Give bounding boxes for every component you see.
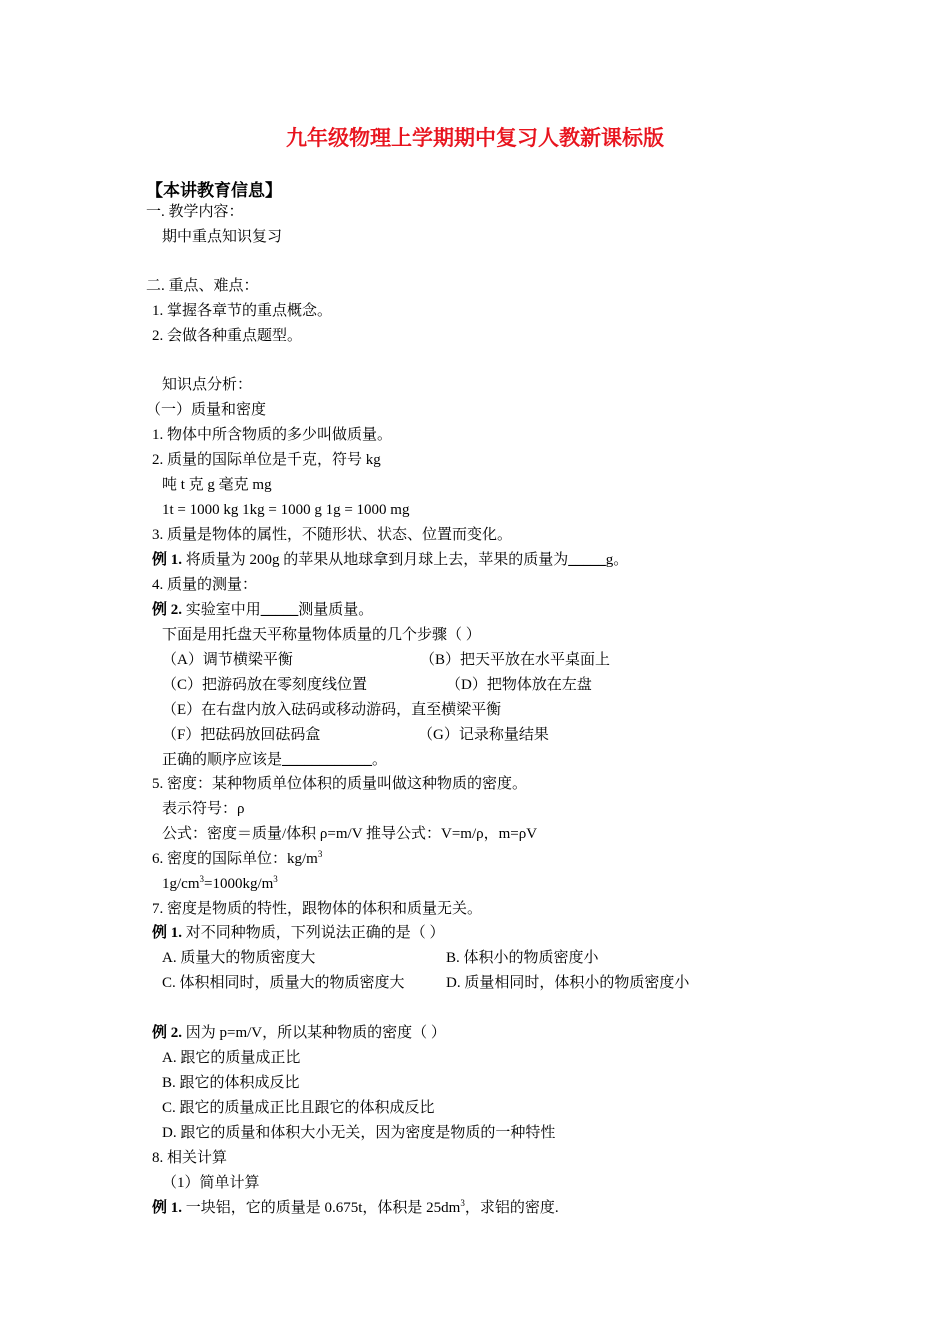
section-header: 【本讲教育信息】 xyxy=(146,181,282,200)
text-line: 2. 质量的国际单位是千克，符号 kg xyxy=(152,452,381,468)
text-line: 4. 质量的测量： xyxy=(152,577,258,593)
text-line: 5. 密度：某种物质单位体积的质量叫做这种物质的密度。 xyxy=(152,776,528,792)
step-option: （D）把物体放在左盘 xyxy=(446,677,592,693)
step-option: （E）在右盘内放入砝码或移动游码，直至横梁平衡 xyxy=(162,702,502,718)
text-line: 7. 密度是物质的特性，跟物体的体积和质量无关。 xyxy=(152,901,483,917)
text: 正确的顺序应该是 xyxy=(162,752,283,768)
example-label: 例 2. xyxy=(152,602,183,618)
choice-option: A. 跟它的质量成正比 xyxy=(162,1050,301,1066)
text-line xyxy=(162,874,278,894)
text-line: 1t = 1000 kg 1kg = 1000 g 1g = 1000 mg xyxy=(162,502,410,518)
example-label: 例 1. xyxy=(152,925,183,941)
text-line: 8. 相关计算 xyxy=(152,1150,228,1166)
example-line xyxy=(152,1023,446,1043)
example-line xyxy=(152,600,373,620)
choice-option: C. 跟它的质量成正比且跟它的体积成反比 xyxy=(162,1100,435,1116)
text-line: 1. 掌握各章节的重点概念。 xyxy=(152,303,333,319)
step-option: （G）记录称量结果 xyxy=(418,727,549,743)
step-option: （B）把天平放在水平桌面上 xyxy=(420,652,611,668)
choice-option: D. 跟它的质量和体积大小无关，因为密度是物质的一种特性 xyxy=(162,1125,556,1141)
example-line xyxy=(152,923,445,943)
example-text: 将质量为 200g 的苹果从地球拿到月球上去，苹果的质量为 xyxy=(182,552,569,568)
text-line: 表示符号：ρ xyxy=(162,801,245,817)
text-line xyxy=(162,750,387,770)
text-line: 2. 会做各种重点题型。 xyxy=(152,328,303,344)
page-title: 九年级物理上学期期中复习人教新课标版 xyxy=(286,126,664,150)
example-label: 例 2. xyxy=(152,1025,183,1041)
superscript: 3 xyxy=(317,849,323,859)
example-text: 一块铝，它的质量是 0.675t，体积是 25dm xyxy=(182,1200,461,1216)
answer-blank: _____ xyxy=(568,552,606,568)
example-text: 对不同种物质，下列说法正确的是（ ） xyxy=(182,925,445,941)
answer-blank: _____ xyxy=(260,602,299,618)
text-line xyxy=(152,849,322,869)
choice-option: D. 质量相同时，体积小的物质密度小 xyxy=(446,975,690,991)
step-option: （F）把砝码放回砝码盒 xyxy=(162,727,321,743)
text-line: 3. 质量是物体的属性，不随形状、状态、位置而变化。 xyxy=(152,527,513,543)
choice-option: C. 体积相同时，质量大的物质密度大 xyxy=(162,975,405,991)
example-label: 例 1. xyxy=(152,552,183,568)
text-line: 期中重点知识复习 xyxy=(162,229,283,245)
text: =1000kg/m xyxy=(204,876,274,892)
text-line: 知识点分析： xyxy=(162,377,253,393)
example-text: 实验室中用 xyxy=(182,602,261,618)
example-label: 例 1. xyxy=(152,1200,183,1216)
example-line xyxy=(152,550,628,570)
choice-option: B. 体积小的物质密度小 xyxy=(446,950,599,966)
example-text: 因为 p=m/V，所以某种物质的密度（ ） xyxy=(182,1025,446,1041)
text-line: 二. 重点、难点： xyxy=(146,278,259,294)
superscript: 3 xyxy=(199,874,204,884)
step-option: （C）把游码放在零刻度线位置 xyxy=(162,677,368,693)
superscript: 3 xyxy=(273,874,278,884)
example-line xyxy=(152,1198,559,1218)
text: 6. 密度的国际单位：kg/m xyxy=(152,851,318,867)
step-option: （A）调节横梁平衡 xyxy=(162,652,293,668)
text-line: 1. 物体中所含物质的多少叫做质量。 xyxy=(152,427,393,443)
text-line: 下面是用托盘天平称量物体质量的几个步骤（ ） xyxy=(162,627,481,643)
superscript: 3 xyxy=(460,1198,465,1208)
choice-option: B. 跟它的体积成反比 xyxy=(162,1075,300,1091)
subsection-heading: （一）质量和密度 xyxy=(146,402,267,418)
answer-blank: ____________ xyxy=(282,752,373,768)
text-line: 公式：密度＝质量/体积 ρ=m/V 推导公式：V=m/ρ，m=ρV xyxy=(162,826,538,842)
text-line: （1）简单计算 xyxy=(162,1175,260,1191)
text-line: 一. 教学内容： xyxy=(146,204,244,220)
example-text: 测量质量。 xyxy=(298,602,374,618)
text-line: 吨 t 克 g 毫克 mg xyxy=(162,477,272,493)
example-text: ，求铝的密度. xyxy=(464,1200,559,1216)
choice-option: A. 质量大的物质密度大 xyxy=(162,950,316,966)
example-text: g。 xyxy=(605,552,629,568)
text: 。 xyxy=(372,752,388,768)
text: 1g/cm xyxy=(162,876,200,892)
